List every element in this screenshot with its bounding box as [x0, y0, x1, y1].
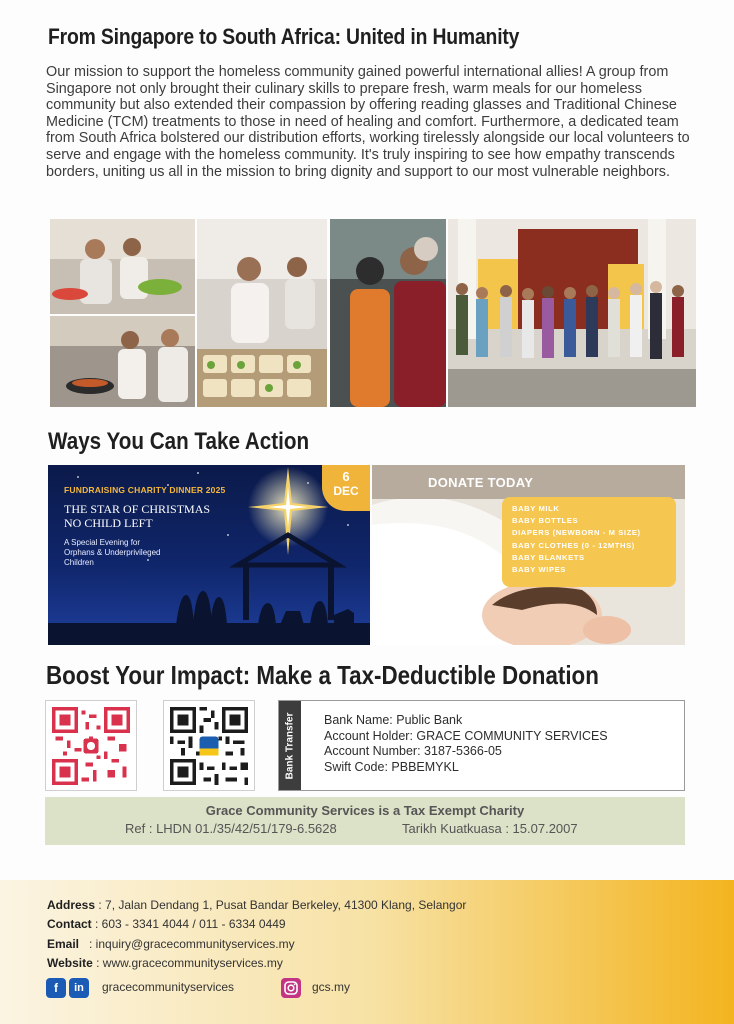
- tax-exempt-box: [45, 797, 685, 845]
- tax-exempt-title: Grace Community Services is a Tax Exempt Charity: [205, 803, 525, 818]
- donation-item: BABY MILK: [512, 504, 560, 513]
- photo-cooking-team: [50, 219, 195, 314]
- website-label: Website: [47, 956, 93, 970]
- footer-address: [47, 898, 466, 912]
- linkedin-icon[interactable]: in: [69, 978, 89, 998]
- dinner-subtitle: [64, 538, 161, 568]
- donation-item: BABY CLOTHES (0 - 12MTHS): [512, 540, 635, 550]
- account-number: Account Number: 3187-5366-05: [324, 744, 502, 758]
- donation-item: BABY WIPES: [512, 565, 566, 575]
- dinner-day: 6: [342, 469, 350, 484]
- bank-name: Bank Name: Public Bank: [324, 713, 463, 727]
- donation-items-list: [502, 497, 676, 587]
- footer-email: [47, 937, 295, 951]
- address-label: Address: [47, 898, 96, 912]
- address-value: : 7, Jalan Dendang 1, Pusat Bandar Berkeley, 41300 Klang, Selangor: [95, 898, 467, 912]
- email-link[interactable]: : inquiry@gracecommunityservices.my: [79, 937, 295, 951]
- section-heading-international: From Singapore to South Africa: United in Humanity: [48, 24, 520, 49]
- bank-transfer-label: [279, 701, 301, 790]
- footer-website: [47, 956, 283, 970]
- section-heading-donation: Boost Your Impact: Make a Tax-Deductible Donation: [46, 660, 599, 690]
- dinner-tag: FUNDRAISING CHARITY DINNER 2025: [64, 485, 226, 495]
- footer-contact: [47, 917, 286, 931]
- photo-eye-check: [330, 219, 446, 407]
- account-holder: Account Holder: GRACE COMMUNITY SERVICES: [324, 728, 608, 743]
- photo-wok-cooking: [50, 316, 195, 407]
- contact-label: Contact: [47, 917, 92, 931]
- instagram-handle[interactable]: gcs.my: [312, 980, 351, 994]
- donate-today-banner[interactable]: [372, 465, 685, 645]
- dinner-title-line1: THE STAR OF CHRISTMAS: [64, 502, 211, 516]
- photo-group-volunteers: [448, 219, 696, 407]
- photo-meal-prep: [197, 219, 327, 407]
- bank-transfer-box: [278, 700, 685, 791]
- bank-transfer-label-text: Bank Transfer: [284, 712, 296, 780]
- section-heading-action: Ways You Can Take Action: [48, 428, 310, 455]
- dinner-date-badge: [322, 465, 370, 511]
- dinner-title-line2: NO CHILD LEFT: [64, 516, 153, 530]
- contact-value[interactable]: : 603 - 3341 4044 / 011 - 6334 0449: [91, 917, 286, 931]
- dinner-title: [64, 502, 210, 530]
- donation-item: DIAPERS (NEWBORN - M SIZE): [512, 528, 641, 538]
- donation-item: BABY BOTTLES: [512, 516, 579, 526]
- swift-code: Swift Code: PBBEMYKL: [324, 759, 459, 774]
- dinner-sub-line2: Orphans & Underprivileged: [64, 548, 161, 557]
- website-link[interactable]: : www.gracecommunityservices.my: [92, 956, 283, 970]
- touchngo-qr-code[interactable]: [163, 700, 255, 791]
- dinner-month: DEC: [333, 484, 359, 498]
- instagram-icon[interactable]: [281, 978, 301, 998]
- tax-reference: Ref : LHDN 01./35/42/51/179-6.5628: [125, 821, 337, 836]
- intro-paragraph: Our mission to support the homeless community gained powerful international allies! A group from Singapore not only brought their culinary skills to prepare fresh, warm meals for our homeless community but also extended their compassion by offering reading glasses and Traditional Chinese Medicine (TCM) treatments to those in need of healing and comfort. Furthermore, a dedicated team from South Africa bolstered our distribution efforts, working tirelessly alongside our local volunteers to serve and engage with the homeless community. It's truly inspiring to see how empathy transcends borders, uniting us all in the mission to bring dignity and support to our most vulnerable neighbors.: [46, 64, 690, 180]
- facebook-handle[interactable]: gracecommunityservices: [102, 980, 235, 994]
- dinner-sub-line3: Children: [64, 558, 94, 567]
- facebook-icon[interactable]: f: [46, 978, 66, 998]
- dinner-sub-line1: A Special Evening for: [64, 538, 141, 547]
- charity-dinner-banner[interactable]: [48, 465, 370, 645]
- email-label: Email: [47, 937, 80, 951]
- photo-collage: [50, 219, 696, 407]
- tax-effective-date: Tarikh Kuatkuasa : 15.07.2007: [402, 821, 578, 836]
- duitnow-qr-code[interactable]: [45, 700, 137, 791]
- donation-item: BABY BLANKETS: [512, 552, 585, 562]
- bank-details: [324, 713, 608, 775]
- donate-title: DONATE TODAY: [428, 475, 534, 490]
